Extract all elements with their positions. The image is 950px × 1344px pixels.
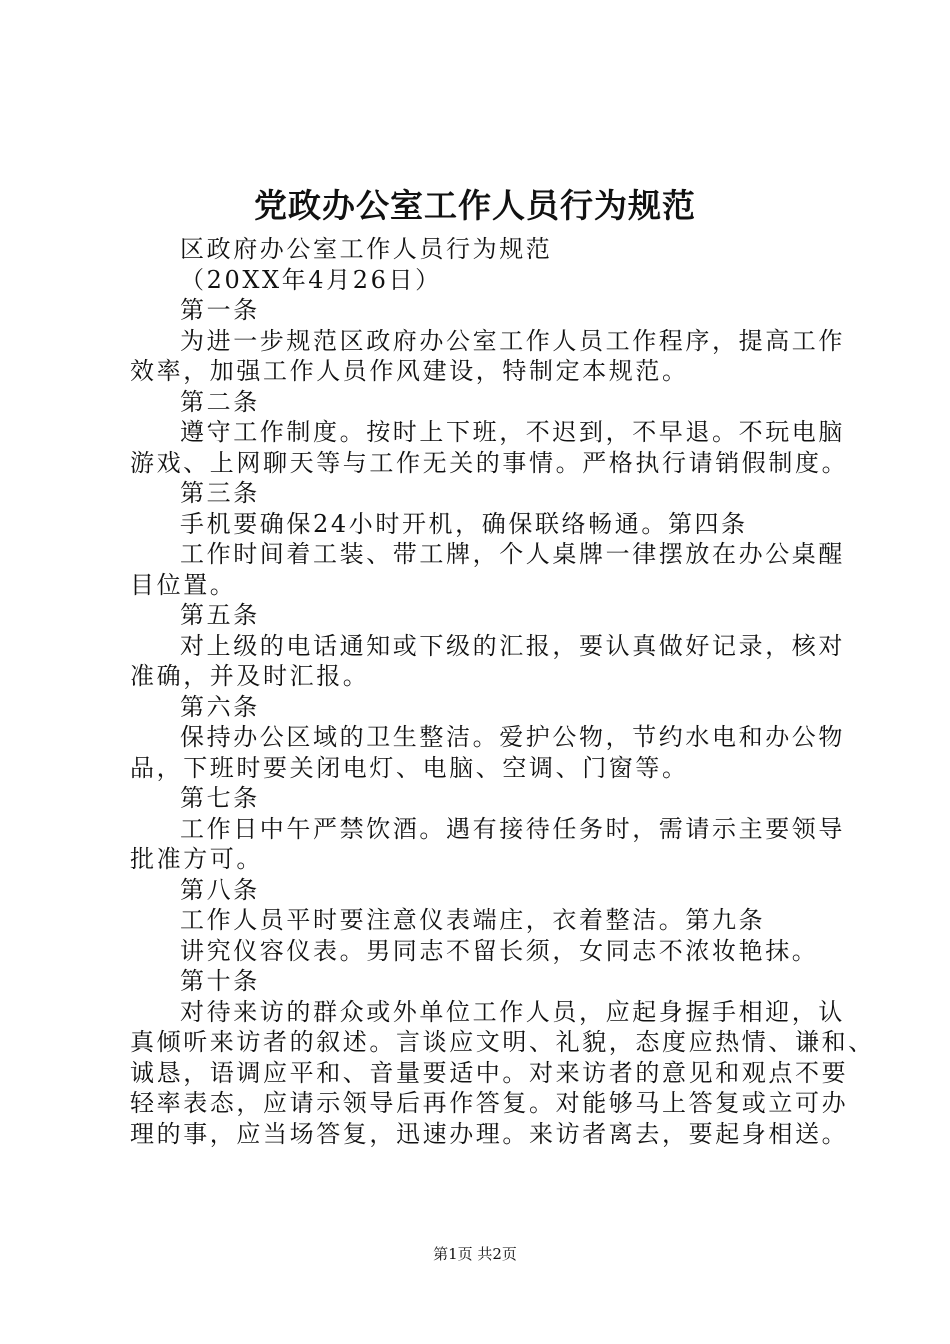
body-line: 理的事，应当场答复，迅速办理。来访者离去，要起身相送。 bbox=[130, 1119, 849, 1148]
body-line: 第三条 bbox=[180, 479, 260, 507]
body-line: 工作人员平时要注意仪表端庄，衣着整洁。第九条 bbox=[180, 906, 766, 934]
body-line: 效率，加强工作人员作风建设，特制定本规范。 bbox=[130, 357, 689, 385]
body-line: 第五条 bbox=[180, 601, 260, 629]
body-line: 讲究仪容仪表。男同志不留长须，女同志不浓妆艳抹。 bbox=[180, 936, 819, 965]
document-body bbox=[130, 234, 875, 1149]
body-line: 第八条 bbox=[180, 875, 260, 904]
body-line: 第二条 bbox=[180, 387, 260, 416]
page-footer: 第1页 共2页 bbox=[433, 1245, 517, 1263]
body-line: 第一条 bbox=[180, 296, 260, 324]
body-line: 对上级的电话通知或下级的汇报，要认真做好记录，核对 bbox=[180, 631, 845, 660]
body-line: 区政府办公室工作人员行为规范 bbox=[180, 235, 553, 263]
body-line: 品，下班时要关闭电灯、电脑、空调、门窗等。 bbox=[130, 753, 689, 782]
body-line: （20XX年4月26日） bbox=[180, 265, 442, 294]
body-line: 准确，并及时汇报。 bbox=[130, 662, 370, 690]
body-line: 游戏、上网聊天等与工作无关的事情。严格执行请销假制度。 bbox=[130, 448, 849, 477]
body-line: 保持办公区域的卫生整洁。爱护公物，节约水电和办公物 bbox=[180, 723, 845, 751]
body-line: 手机要确保24小时开机，确保联络畅通。第四条 bbox=[180, 509, 748, 538]
body-line: 工作日中午严禁饮酒。遇有接待任务时，需请示主要领导 bbox=[180, 814, 845, 843]
body-line: 第七条 bbox=[180, 784, 260, 812]
body-line: 第六条 bbox=[180, 692, 260, 721]
body-line: 真倾听来访者的叙述。言谈应文明、礼貌，态度应热情、谦和、 bbox=[130, 1028, 875, 1056]
document-title: 党政办公室工作人员行为规范 bbox=[254, 186, 696, 225]
body-line: 遵守工作制度。按时上下班，不迟到，不早退。不玩电脑 bbox=[180, 418, 845, 446]
body-line: 为进一步规范区政府办公室工作人员工作程序，提高工作 bbox=[180, 326, 845, 355]
body-line: 目位置。 bbox=[130, 570, 237, 599]
body-line: 对待来访的群众或外单位工作人员，应起身握手相迎，认 bbox=[180, 997, 845, 1026]
body-line: 诚恳，语调应平和、音量要适中。对来访者的意见和观点不要 bbox=[130, 1058, 849, 1087]
body-line: 工作时间着工装、带工牌，个人桌牌一律摆放在办公桌醒 bbox=[180, 540, 845, 568]
body-line: 轻率表态，应请示领导后再作答复。对能够马上答复或立可办 bbox=[130, 1089, 849, 1117]
body-line: 批准方可。 bbox=[130, 845, 263, 873]
body-line: 第十条 bbox=[180, 967, 260, 995]
